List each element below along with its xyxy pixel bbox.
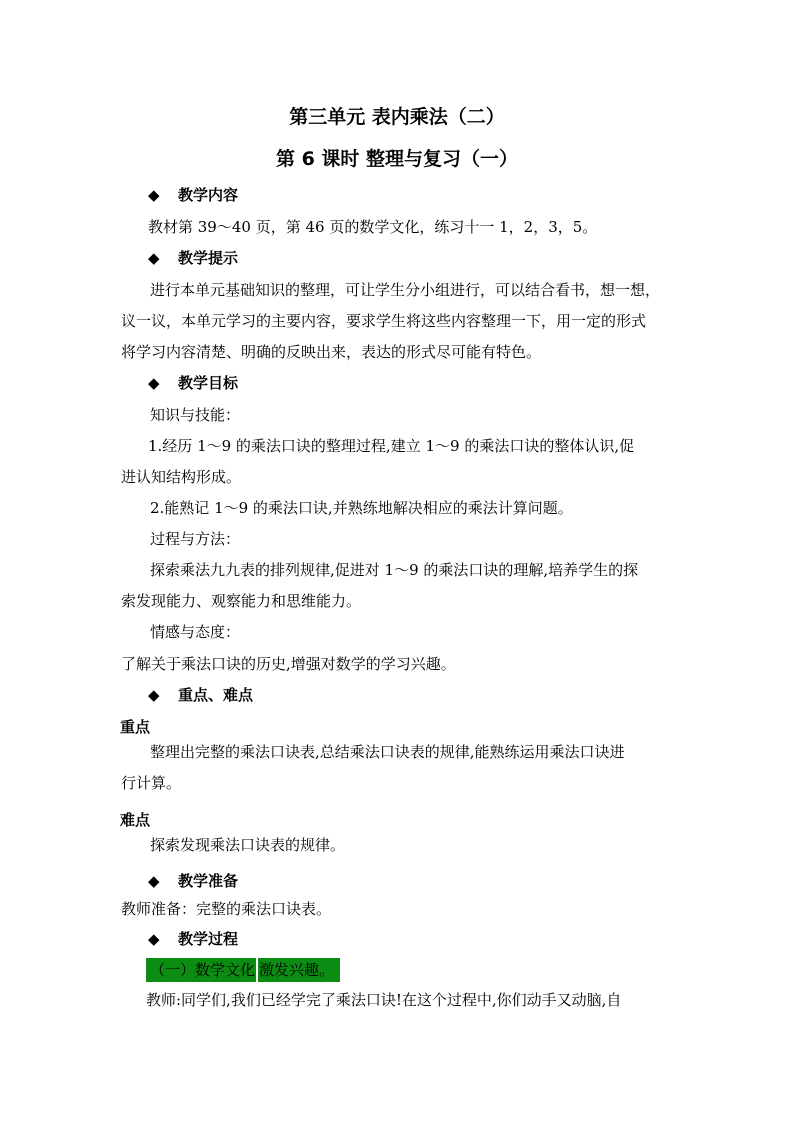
- tips-line-1: 进行本单元基础知识的整理，可让学生分小组进行，可以结合看书，想一想，: [150, 281, 661, 299]
- knowledge-item-1-line-1: 1.经历 1～9 的乘法口诀的整理过程,建立 1～9 的乘法口诀的整体认识,促: [148, 437, 635, 455]
- diamond-bullet-icon: ◆: [148, 249, 160, 267]
- key-line-1: 整理出完整的乘法口诀表,总结乘法口诀表的规律,能熟练运用乘法口诀进: [150, 743, 625, 761]
- attitude-label: 情感与态度：: [150, 623, 241, 641]
- key-line-2: 行计算。: [121, 774, 182, 792]
- key-label: 重点: [120, 718, 151, 736]
- difficulty-label: 难点: [120, 811, 151, 829]
- knowledge-item-1-line-2: 进认知结构形成。: [121, 468, 242, 486]
- diamond-bullet-icon: ◆: [148, 872, 160, 890]
- prep-text: 教师准备：完整的乘法口诀表。: [121, 900, 332, 918]
- diamond-bullet-icon: ◆: [148, 186, 160, 204]
- diamond-bullet-icon: ◆: [148, 686, 160, 704]
- process-line-2: 索发现能力、观察能力和思维能力。: [121, 592, 362, 610]
- diamond-bullet-icon: ◆: [148, 930, 160, 948]
- tips-line-2: 议一议，本单元学习的主要内容，要求学生将这些内容整理一下，用一定的形式: [121, 312, 647, 330]
- process-line-1: 探索乘法九九表的排列规律,促进对 1～9 的乘法口诀的理解,培养学生的探: [150, 561, 639, 579]
- process-label: 过程与方法：: [150, 530, 241, 548]
- section-heading-prep: ◆ 教学准备: [148, 872, 239, 890]
- tips-line-3: 将学习内容清楚、明确的反映出来，表达的形式尽可能有特色。: [121, 343, 542, 361]
- page-subtitle: 第 6 课时 整理与复习（一）: [275, 148, 519, 170]
- difficulty-line-1: 探索发现乘法口诀表的规律。: [150, 836, 346, 854]
- knowledge-label: 知识与技能：: [150, 406, 241, 424]
- step-1-highlight: [146, 958, 340, 982]
- section-heading-tips: ◆ 教学提示: [148, 249, 239, 267]
- page-title: 第三单元 表内乘法（二）: [289, 106, 505, 128]
- section-heading-process: ◆ 教学过程: [148, 930, 239, 948]
- section-heading-content: ◆ 教学内容: [148, 186, 239, 204]
- teacher-dialogue-line-1: 教师:同学们,我们已经学完了乘法口诀!在这个过程中,你们动手又动脑,自: [146, 991, 622, 1009]
- diamond-bullet-icon: ◆: [148, 374, 160, 392]
- section-heading-goals: ◆ 教学目标: [148, 374, 239, 392]
- step-1-title-a: （一）数学文化: [150, 961, 256, 979]
- knowledge-item-2: 2.能熟记 1～9 的乘法口诀,并熟练地解决相应的乘法计算问题。: [150, 499, 573, 517]
- section-heading-key: ◆ 重点、难点: [148, 686, 254, 704]
- content-text: 教材第 39～40 页，第 46 页的数学文化，练习十一 1，2，3，5。: [148, 218, 598, 236]
- step-1-title-b: 激发兴趣。: [259, 961, 335, 979]
- attitude-line-1: 了解关于乘法口诀的历史,增强对数学的学习兴趣。: [121, 655, 456, 673]
